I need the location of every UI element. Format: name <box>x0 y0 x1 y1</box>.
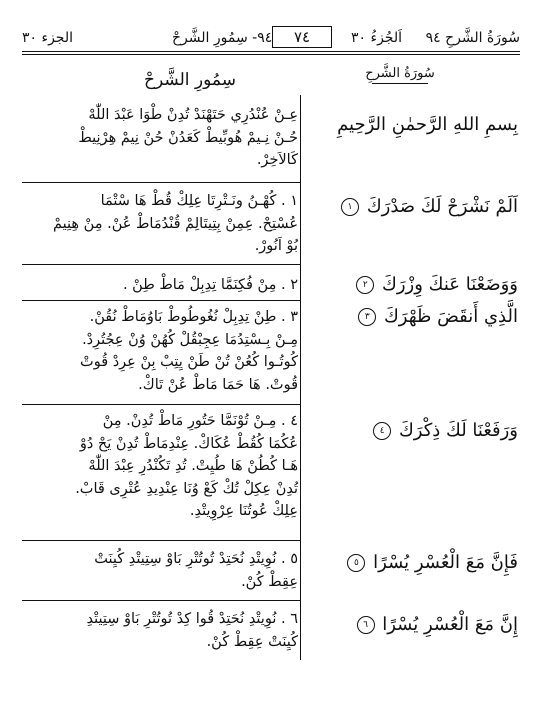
verse-number-marker: ١ <box>341 198 359 216</box>
verse-arabic <box>318 614 518 635</box>
verse-number-marker: ٤ <box>373 422 391 440</box>
header-rule <box>22 51 520 52</box>
translation-line: عُكُمَا كُقُطْ عُكَاكْ. عِنْدِمَاطْ تُدِنْ يَحْ دُوْ <box>79 435 298 452</box>
verse-translation <box>22 190 298 258</box>
verse-number-marker: ٦ <box>357 616 375 634</box>
verse-text: وَرَفَعْنَا لَكَ ذِكْرَكَ <box>398 420 518 441</box>
surah-title-text: سُورَةُ الشَّرحِ <box>365 66 435 81</box>
verse-arabic <box>318 274 518 295</box>
title-underline <box>372 83 428 84</box>
translation-line: عِلِكْ عُوتُنَا عِرْوِيتْدِ. <box>189 503 298 519</box>
verse-translation <box>22 608 298 653</box>
verse-translation <box>22 410 298 523</box>
verse-arabic <box>318 196 518 217</box>
verse-translation <box>22 274 298 297</box>
basmala: بِسمِ اللهِ الرَّحمٰنِ الرَّحِيمِ <box>337 114 518 135</box>
verse-number-marker: ٥ <box>347 554 365 572</box>
translation-line: مِـنْ بِـسْتِدُمَا عِجِبْقُلْ كُهُنْ وُنْ عِجُتُرِدْ. <box>82 331 298 348</box>
translation-line: ٣ . طِنْ تِدِبِلْ نُغُوطُوطْ بَاوُمَاطْ نُقُنْ. <box>89 309 298 325</box>
verse-arabic <box>318 552 518 573</box>
intro-line: حُـنْ نِـيمْ هُوبِّيطْ كَعَدُنْ حُنْ نِيمْ هِرْنِيطْ <box>78 129 298 146</box>
row-separator <box>22 404 301 405</box>
translation-line: عِقِطْ كُنْ. <box>241 573 298 590</box>
row-separator <box>22 540 301 541</box>
header-rule-double <box>22 54 520 55</box>
translation-title: سِمُورِ الشَّرحْ <box>144 70 236 90</box>
translation-line: ٤ . مِـنْ تُوْنَمَّا حَتُورِ مَاطْ تُدِنْ. مِنْ <box>102 413 298 429</box>
row-separator <box>22 300 301 301</box>
intro-line: كَالاَخِرْ. <box>256 152 298 168</box>
header-surah-name: سُورَةُ الشَّرحِ ٩٤ <box>425 30 520 46</box>
intro-translation <box>22 104 298 172</box>
translation-line: ٢ . مِنْ فُكِنَمَّا تِدِبِلْ مَاطْ طِنْ . <box>122 277 298 293</box>
translation-line: بُوْ اَنُورْ. <box>254 238 298 254</box>
page-header <box>22 28 520 50</box>
verse-text: إِنَّ مَعَ الْعُسْرِ يُسْرًا <box>382 614 518 635</box>
translation-line: كُوتُـوا كُعُنْ تُنْ طَنْ يِتِبْ بِنْ عِرِدْ قُوتْ <box>80 354 298 370</box>
header-surah-translit: ٩٤- سِمُورِ الشَّرحْ <box>172 30 273 46</box>
surah-title-arabic <box>345 66 455 84</box>
translation-line: ٦ . نُوِيتْدِ نُحَتِدْ قُوا كِدْ تُوتُتْرِ بَاوْ سِتِيتْدِ <box>86 611 298 627</box>
verse-arabic <box>318 306 518 327</box>
translation-line: عُسْتِحْ. عِمِنْ بِتِيتَالِمْ قُنْدُمَاطْ عُنْ. مِنْ هِنِيمْ <box>53 215 298 232</box>
verse-number-marker: ٣ <box>358 308 376 326</box>
verse-arabic <box>318 420 518 441</box>
intro-line: عِـنْ عُنْدُرِي حَتَهْنَدْ تُدِنْ طْوَا عَبْدَ اللّٰهْ <box>88 107 298 123</box>
verse-translation <box>22 306 298 396</box>
verse-text: وَوَضَعْنَا عَنكَ وِزْرَكَ <box>382 274 518 295</box>
translation-line: قُوتْ. هَا حَمَا مَاطْ عُنْ تَاكْ. <box>138 376 298 393</box>
row-separator <box>22 600 301 601</box>
translation-line: هَـا كُطُنْ هَا طُيِتْ. تُدِ تَكُنْدُرِ عِبْدَ اللّٰهْ <box>88 458 298 474</box>
row-separator <box>22 264 301 265</box>
page-number: ٧٤ <box>272 26 332 48</box>
verse-text: اَلَمْ نَشْرَحْ لَكَ صَدْرَكَ <box>366 196 518 217</box>
verse-translation <box>22 548 298 593</box>
header-juz-arabic: اَلجُزءُ ٣٠ <box>351 30 402 46</box>
translation-line: كُيِنَتْ عِقِطْ كُنْ. <box>206 633 298 650</box>
verse-number-marker: ٢ <box>356 276 374 294</box>
verse-text: فَإِنَّ مَعَ الْعُسْرِ يُسْرًا <box>373 552 518 573</box>
translation-line: تُدِنْ عِكِلْ تُكْ كَعْ وُنَا عِنْدِيدِ عُتْرِى قَابْ. <box>75 480 298 497</box>
verse-text: الَّذِي أَنقَضَ ظَهْرَكَ <box>383 306 518 327</box>
row-separator <box>22 182 301 183</box>
translation-line: ١ . كُهْـنُ ونَـتْرِتَا عِلِكْ قُطْ هَا سْتْمَا <box>100 193 298 209</box>
header-juz: الجزء ٣٠ <box>22 30 73 46</box>
column-divider <box>300 95 301 660</box>
translation-line: ٥ . نُوِيتْدِ نُحَتِدْ تُوتُتْرِ بَاوْ سِتِيتْدِ كُيِنَتْ <box>94 551 298 567</box>
